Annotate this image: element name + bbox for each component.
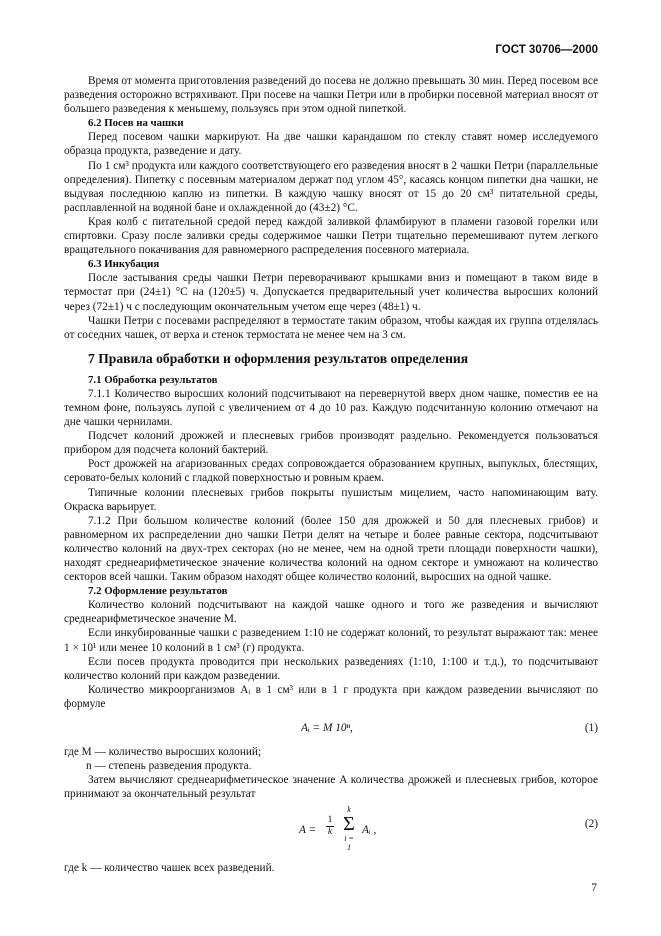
page-number: 7 [591,882,597,894]
sum-lower-limit: i = 1 [344,834,354,853]
summation [342,805,356,852]
paragraph-no-colonies: Если инкубированные чашки с разведением 1:10 не содержат колоний, то результат выражают так: менее 1 × 10¹ или менее 10 колоний в 1 см³ (г) продукта. [64,627,598,654]
subsection-7-2-title: 7.2 Оформление результатов [88,585,228,598]
formula-1-expression: Aᵢ = M 10ⁿ, [301,722,353,735]
formula-1-number: (1) [584,722,598,735]
paragraph-mold-colonies: Типичные колонии плесневых грибов покрыты пушистым мицелием, часто напоминающим вату. Окраска варьирует. [64,486,598,513]
subsection-6-2-title: 6.2 Посев на чашки [88,117,184,130]
paragraph-counting: Подсчет колоний дрожжей и плесневых грибов производят раздельно. Рекомендуется пользоваться прибором для подсчета колоний бактерий. [64,430,598,457]
paragraph-yeast-growth: Рост дрожжей на агаризованных средах сопровождается образованием крупных, выпуклых, блестящих, серовато-белых колоний с гладкой поверхностью и ровным краем. [64,458,598,485]
subsection-7-1-title: 7.1 Обработка результатов [88,373,218,386]
page-body [64,44,598,876]
fraction-numerator: 1 [327,815,333,826]
paragraph-timing: Время от момента приготовления разведений до посева не должно превышать 30 мин. Перед посевом все разведения осторожно встряхивают. При посеве на чашки Петри или в пробирки посевной материал вносят от большего разведения к меньшему, пользуясь при этом одной пипеткой. [64,75,598,116]
paragraph-7-1-2: 7.1.2 При большом количестве колоний (более 150 для дрожжей и 50 для плесневых грибов) и равномерном их распределении дно чашки Петри делят на четыре и более равные сектора, подсчитывают количество колоний на двух-трех секторах (но не менее, чем на одной трети площади поверхности чашки), находят среднеарифметическое значение количества колоний на одном секторе и умножают на количество секторов всей чашки. Таким образом находят общее количество колоний, выросших на одной чашке. [64,514,598,584]
paragraph-mean-value: Количество колоний подсчитывают на каждой чашке одного и того же разведения и вычисляют среднеарифметическое значение M. [64,599,598,626]
formula-2-number: (2) [584,818,598,831]
paragraph-formula-intro: Количество микроорганизмов Aᵢ в 1 см³ или в 1 г продукта при каждом разведении вычисляют по формуле [64,683,598,710]
where-n: n — степень разведения продукта. [86,760,252,773]
document-id: ГОСТ 30706—2000 [495,44,598,56]
sum-upper-limit: k [347,805,351,815]
where-m: где M — количество выросших колоний; [64,746,262,759]
subsection-6-3-title: 6.3 Инкубация [88,258,160,271]
paragraph-marking: Перед посевом чашки маркируют. На две чашки карандашом по стеклу ставят номер исследуемого образца продукта, разведение и дату. [64,131,598,158]
paragraph-final-result: Затем вычисляют среднеарифметическое значение A количества дрожжей и плесневых грибов, которое принимают за окончательный результат [64,774,598,801]
formula-2-term: Aᵢ , [362,824,377,837]
paragraph-inoculation: По 1 см³ продукта или каждого соответствующего его разведения вносят в 2 чашки Петри (параллельные определения). Пипетку с посевным материалом держат под углом 45°, касаясь концом пипетки дна чашки, не выдувая последнюю каплю из пипетки. В каждую чашку вносят от 15 до 20 см³ питательной среды, расплавленной на водяной бане и охлажденной до (43±2) °С. [64,159,598,214]
paragraph-incubation: После застывания среды чашки Петри переворачивают крышками вниз и помещают в таком виде в термостат при (24±1) °С на (120±5) ч. Допускается предварительный учет количества выросших колоний через (72±1) ч с последующим окончательным учетом еще через (48±1) ч. [64,272,598,313]
document-content [64,74,598,876]
formula-2-fraction [326,815,334,838]
paragraph-flaming: Края колб с питательной средой перед каждой заливкой фламбируют в пламени газовой горелки или спиртовки. Сразу после заливки среды содержимое чашки Петри тщательно перемешивают путем легкого вращательного покачивания для равномерного распределения посевного материала. [64,215,598,257]
formula-2 [64,803,598,859]
paragraph-distribution: Чашки Петри с посевами распределяют в термостате таким образом, чтобы каждая их группа отделялась от соседних чашек, от верха и стенок термостата не менее чем на 3 см. [64,314,598,341]
paragraph-7-1-1: 7.1.1 Количество выросших колоний подсчитывают на перевернутой вверх дном чашке, поместив ее на темном фоне, пользуясь лупой с увеличением от 4 до 10 раз. Каждую подсчитанную колонию отмечают на дне чашки чернилами. [64,387,598,429]
paragraph-multiple-dilutions: Если посев продукта проводится при нескольких разведениях (1:10, 1:100 и т.д.), то подсчитывают количество колоний при каждом разведении. [64,655,598,682]
formula-2-lhs: A = [299,824,317,837]
formula-1 [64,715,598,741]
sigma-icon: Σ [343,813,355,836]
fraction-denominator: k [327,827,333,838]
where-k: где k — количество чашек всех разведений. [64,862,275,875]
section-7-title: 7 Правила обработки и оформления результатов определения [88,350,469,366]
